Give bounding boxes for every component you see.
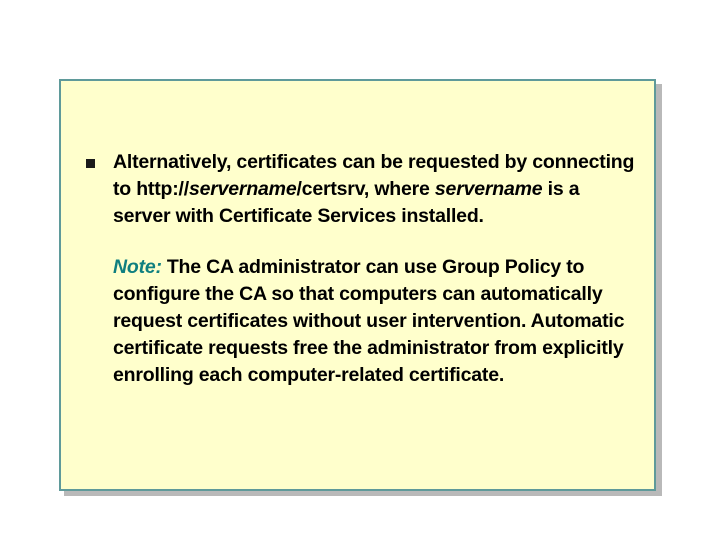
paragraph-line-2	[113, 176, 658, 203]
note-line-1-text: The CA administrator can use Group Policy to	[166, 256, 585, 278]
servername-italic: servername	[188, 178, 297, 200]
paragraph-line-3: server with Certificate Services installed.	[113, 205, 484, 227]
note-line-4: certificate requests free the administrator from explicitly	[113, 337, 624, 359]
note-label: Note:	[113, 256, 162, 278]
paragraph-line-1: Alternatively, certificates can be requested by connecting	[113, 151, 635, 173]
note-line-5: enrolling each computer-related certificate.	[113, 364, 505, 386]
servername-italic-2: servername	[434, 178, 543, 200]
url-middle: /certsrv, where	[296, 178, 435, 200]
square-bullet-icon	[86, 159, 95, 168]
bullet-paragraph	[113, 149, 658, 230]
note-line-2: configure the CA so that computers can automatically	[113, 283, 603, 305]
url-prefix: to http://	[113, 178, 189, 200]
note-line-3: request certificates without user intervention. Automatic	[113, 310, 625, 332]
line-suffix: is a	[542, 178, 580, 200]
note-paragraph	[113, 254, 658, 389]
note-line-1	[113, 254, 658, 281]
